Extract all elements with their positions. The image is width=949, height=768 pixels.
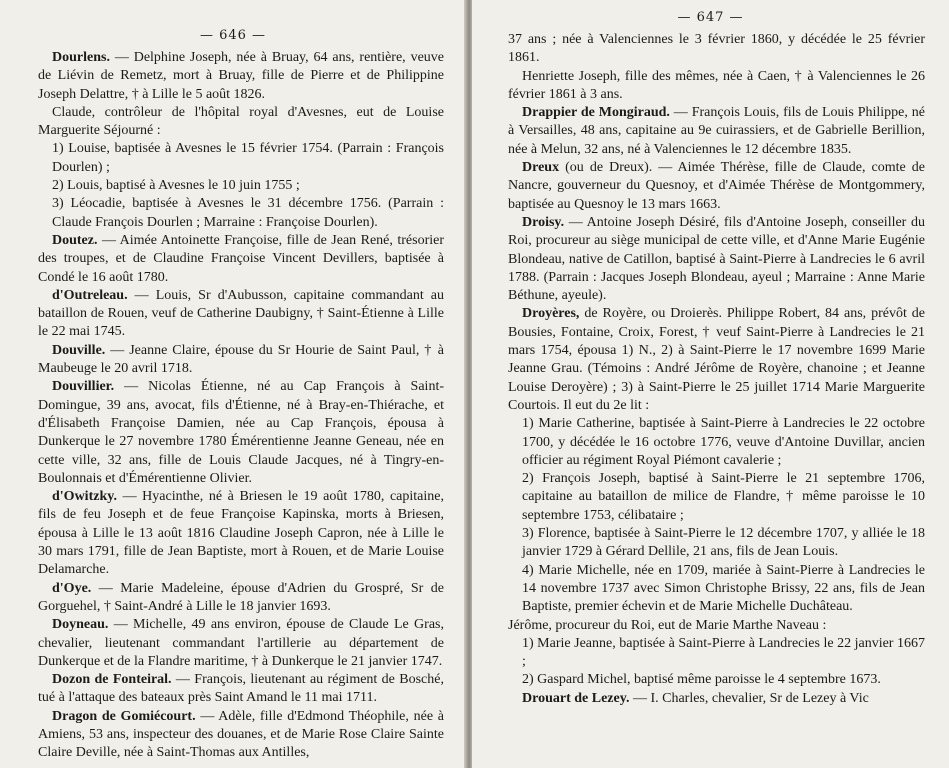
entry-body: — Louis, Sr d'Aubusson, capitaine commandant au bataillon de Rouen, veuf de Catherine Daubigny, † Saint-Étienne à Lille le 22 mai 1745. (38, 287, 444, 340)
page-text (472, 31, 949, 708)
entry-heading: Douville. (52, 342, 106, 358)
child-item: 1) Louise, baptisée à Avesnes le 15 février 1754. (Parrain : François Dourlen) ; (52, 141, 444, 175)
child-item: 2) François Joseph, baptisé à Saint-Pierre le 21 septembre 1706, capitaine au bataillon de milice de Flandre, † même paroisse le 10 septembre 1753, célibataire ; (522, 471, 925, 523)
entry-body: — François, lieutenant au régiment de Bosché, tué à l'attaque des bateaux près Saint Amand le 11 mai 1711. (38, 672, 444, 706)
child-item: 1) Marie Catherine, baptisée à Saint-Pierre à Landrecies le 22 octobre 1700, y décédée le 16 octobre 1776, veuve d'Antoine Duvillar, ancien officier au régiment Royal Piémont cavalerie ; (522, 416, 925, 468)
entry-heading: Dozon de Fonteiral. (52, 672, 172, 688)
entry-heading: Doutez. (52, 232, 98, 248)
entry-body: — I. Charles, chevalier, Sr de Lezey à Vic (629, 690, 869, 706)
entry-paragraph (38, 342, 444, 379)
paragraph: Claude, contrôleur de l'hôpital royal d'Avesnes, eut de Louise Marguerite Séjourné : (38, 104, 444, 139)
child-item: 2) Gaspard Michel, baptisé même paroisse le 4 septembre 1673. (522, 672, 881, 688)
entry-paragraph (38, 708, 444, 763)
entry-body: de Royère, ou Droierès. Philippe Robert, 84 ans, prévôt de Bousies, Fontaine, Croix, Forest, † veuf Saint-Pierre à Landrecies le 21 mars 1754, épousa 1) N., 2) à Saint-Pierre le 17 novembre 1699 Marie Jeanne Grau. (Témoins : André Jérôme de Royère, chanoine ; et Jeanne Louise Deroyère) ; 3) à Saint-Pierre le 25 juillet 1714 Marie Marguerite Courtois. Il eut du 2e lit : (508, 306, 925, 413)
entry-body: — Delphine Joseph, née à Bruay, 64 ans, rentière, veuve de Liévin de Remetz, mort à Bruay, fille de Pierre et de Philippine Joseph Delattre, † à Lille le 5 août 1826. (38, 50, 444, 102)
entry-body: — Hyacinthe, né à Briesen le 19 août 1780, capitaine, fils de feu Joseph et de feue Françoise Kapinska, morts à Briesen, épousa à Lille le 13 août 1816 Claudine Joseph Capron, née à Lille le 30 mars 1791, fille de Jean Baptiste, mort à Rouen, et de Marie Louise Delamarche. (38, 489, 444, 578)
entry-heading: Dourlens. (52, 50, 110, 65)
child-item: 2) Louis, baptisé à Avesnes le 10 juin 1755 ; (52, 178, 300, 194)
entry-paragraph (508, 159, 925, 214)
entry-heading: Drappier de Mongiraud. (522, 105, 670, 121)
entry-paragraph (38, 671, 444, 708)
entry-heading: Droisy. (522, 214, 565, 230)
entry-body: — Nicolas Étienne, né au Cap François à Saint-Domingue, 39 ans, avocat, fils d'Étienne, né à Bray-en-Thiérache, et d'Élisabeth Françoise Damien, née au Cap François, épousa à Dunkerque le 27 novembre 1780 Émérentienne Jeanne Geneau, née en cette ville, 32 ans, fille de Louis Claude Jacques, né à Tingry-en-Boulonnais et d'Émérentienne Olivier. (38, 379, 444, 486)
entry-paragraph (38, 49, 444, 104)
entry-paragraph (508, 305, 925, 415)
entry-heading: Dreux (522, 160, 560, 176)
paragraph: 37 ans ; née à Valenciennes le 3 février 1860, y décédée le 25 février 1861. (508, 32, 925, 66)
child-item: 1) Marie Jeanne, baptisée à Saint-Pierre à Landrecies le 22 janvier 1667 ; (522, 635, 925, 670)
entry-body: — Jeanne Claire, épouse du Sr Hourie de Saint Paul, † à Maubeuge le 20 avril 1718. (38, 342, 444, 377)
entry-paragraph (508, 690, 925, 708)
entry-paragraph (508, 214, 925, 305)
entry-paragraph (38, 616, 444, 671)
entry-paragraph (508, 104, 925, 159)
left-page (0, 0, 466, 768)
entry-heading: d'Owitzky. (52, 489, 117, 505)
entry-body: — Marie Madeleine, épouse d'Adrien du Grospré, Sr de Gorguehel, † Saint-André à Lille le 18 janvier 1693. (38, 580, 444, 614)
entry-heading: Drouart de Lezey. (522, 690, 630, 706)
entry-body: (ou de Dreux). — Aimée Thérèse, fille de Claude, comte de Nancre, gouverneur du Quesnoy, et d'Aimée Thérèse de Montgommery, baptisée au Quesnoy le 13 mars 1663. (508, 160, 925, 212)
right-page (472, 0, 949, 768)
entry-body: — François Louis, fils de Louis Philippe, né à Versailles, 48 ans, capitaine au 9e cuirassiers, et de Gabrielle Berillion, née à Melun, 32 ans, né à Valenciennes le 12 décembre 1835. (508, 105, 926, 157)
entry-body: — Adèle, fille d'Edmond Théophile, née à Amiens, 53 ans, inspecteur des douanes, et de Marie Rose Claire Sainte Claire Deville, née à Saint-Thomas aux Antilles, (38, 708, 444, 761)
entry-heading: d'Oye. (52, 580, 92, 596)
entry-paragraph (38, 232, 444, 287)
entry-heading: Douvillier. (52, 379, 115, 395)
child-item: 4) Marie Michelle, née en 1709, mariée à Saint-Pierre à Landrecies le 14 novembre 1737 avec Simon Christophe Brissy, 22 ans, fils de Jean Baptiste, premier échevin et de Marie Michelle Duchâteau. (522, 562, 925, 615)
entry-heading: Dragon de Gomiécourt. (52, 708, 196, 724)
paragraph: Henriette Joseph, fille des mêmes, née à Caen, † à Valenciennes le 26 février 1861 à 3 ans. (508, 68, 925, 102)
entry-paragraph (38, 488, 444, 579)
entry-body: — Antoine Joseph Désiré, fils d'Antoine Joseph, conseiller du Roi, procureur au siège municipal de cette ville, et d'Anne Marie Eugénie Blondeau, native de Catillon, baptisé à Saint-Pierre à Landrecies le 6 avril 1788. (Parrain : Jacques Joseph Blondeau, ayeul ; Marraine : Anne Marie Béthune, ayeule). (508, 214, 925, 304)
paragraph: Jérôme, procureur du Roi, eut de Marie Marthe Naveau : (508, 617, 827, 633)
entry-paragraph (38, 580, 444, 617)
entry-body: — Aimée Antoinette Françoise, fille de Jean René, trésorier des troupes, et de Claudine Françoise Vincent Devillers, baptisée à Condé le 16 août 1780. (38, 232, 444, 285)
page-number: — 646 — (199, 28, 267, 43)
child-item: 3) Florence, baptisée à Saint-Pierre le 12 décembre 1707, y alliée le 18 janvier 1729 à Gérard Dellile, 21 ans, fils de Jean Louis. (522, 526, 925, 560)
page-text (0, 49, 466, 763)
entry-heading: d'Outreleau. (52, 287, 128, 303)
entry-paragraph (38, 287, 444, 342)
child-item: 3) Léocadie, baptisée à Avesnes le 31 décembre 1756. (Parrain : Claude François Dourlen ; Marraine : Françoise Dourlen). (52, 196, 444, 230)
entry-body: — Michelle, 49 ans environ, épouse de Claude Le Gras, chevalier, lieutenant commandant l'artillerie au département de Dunkerque et de la Flandre maritime, † à Dunkerque le 21 janvier 1747. (38, 617, 444, 669)
page-number: — 647 — (677, 10, 744, 25)
entry-paragraph (38, 378, 444, 488)
entry-heading: Droyères, (522, 306, 580, 322)
entry-heading: Doyneau. (52, 617, 109, 633)
